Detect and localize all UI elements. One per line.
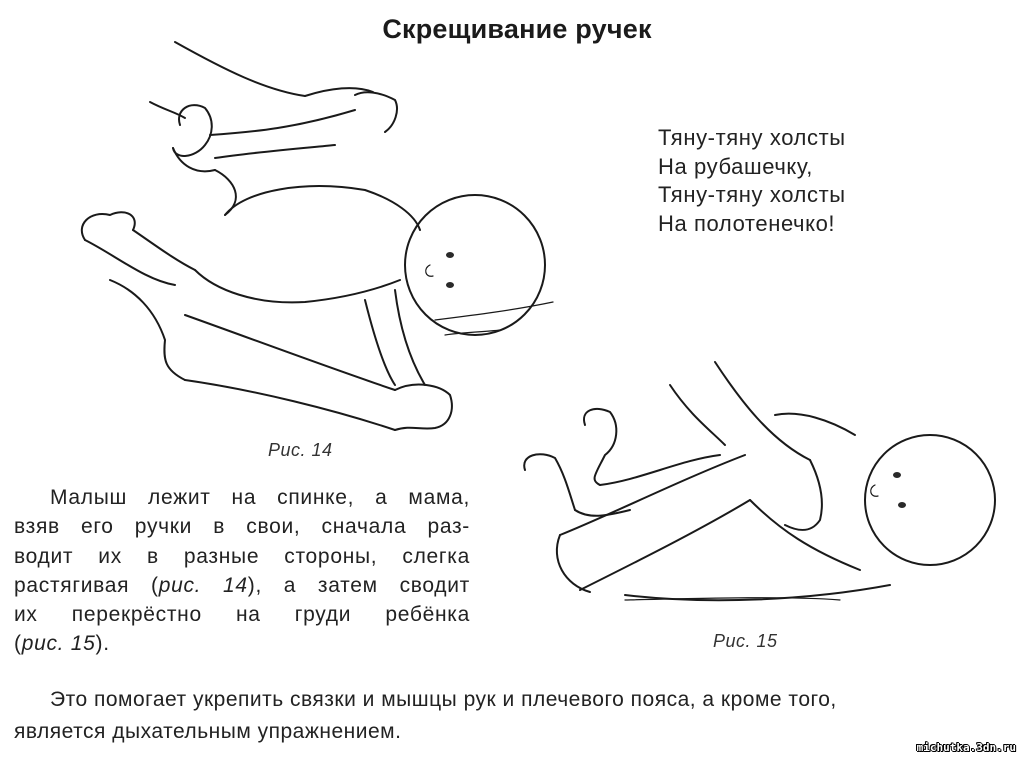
description-line (14, 571, 470, 600)
description-line: водит их в разные стороны, слегка (14, 544, 470, 568)
description-text: растягивая ( (14, 573, 159, 597)
baby-arms-crossed-drawing (510, 360, 1020, 610)
figure-14-illustration (55, 40, 555, 440)
watermark: michutka.3dn.ru (916, 741, 1016, 754)
note-line: Это помогает укрепить связки и мышцы рук и плечевого пояса, а кроме того, (50, 688, 837, 711)
description-line: Малыш лежит на спинке, а мама, (50, 486, 470, 509)
description-line: взяв его ручки в свои, сначала раз- (14, 515, 470, 539)
poem-line: Тяну-тяну холсты (658, 182, 846, 207)
description-line (14, 629, 470, 658)
note-line: является дыхательным упражнением. (14, 720, 402, 743)
poem-line: На полотенечко! (658, 210, 836, 236)
figure-15-caption: Рис. 15 (713, 631, 778, 651)
poem-line: Тяну-тяну холсты (658, 125, 846, 150)
figure-reference: рис. 14 (158, 573, 248, 597)
benefit-note (14, 684, 1020, 748)
page-title: Скрещивание ручек (382, 14, 652, 44)
description-paragraph (14, 483, 470, 659)
figure-15-illustration (510, 360, 1020, 610)
figure-14-caption: Рис. 14 (268, 440, 333, 460)
poem-line: На рубашечку, (658, 153, 814, 179)
description-text: ). (95, 632, 110, 656)
figure-reference: рис. 15 (21, 632, 96, 656)
description-line: их перекрёстно на груди ребёнка (14, 603, 470, 627)
description-text: ( (14, 632, 22, 656)
baby-arms-spread-drawing (55, 40, 555, 440)
poem (658, 124, 846, 238)
description-text: ), а затем сводит (247, 573, 471, 597)
